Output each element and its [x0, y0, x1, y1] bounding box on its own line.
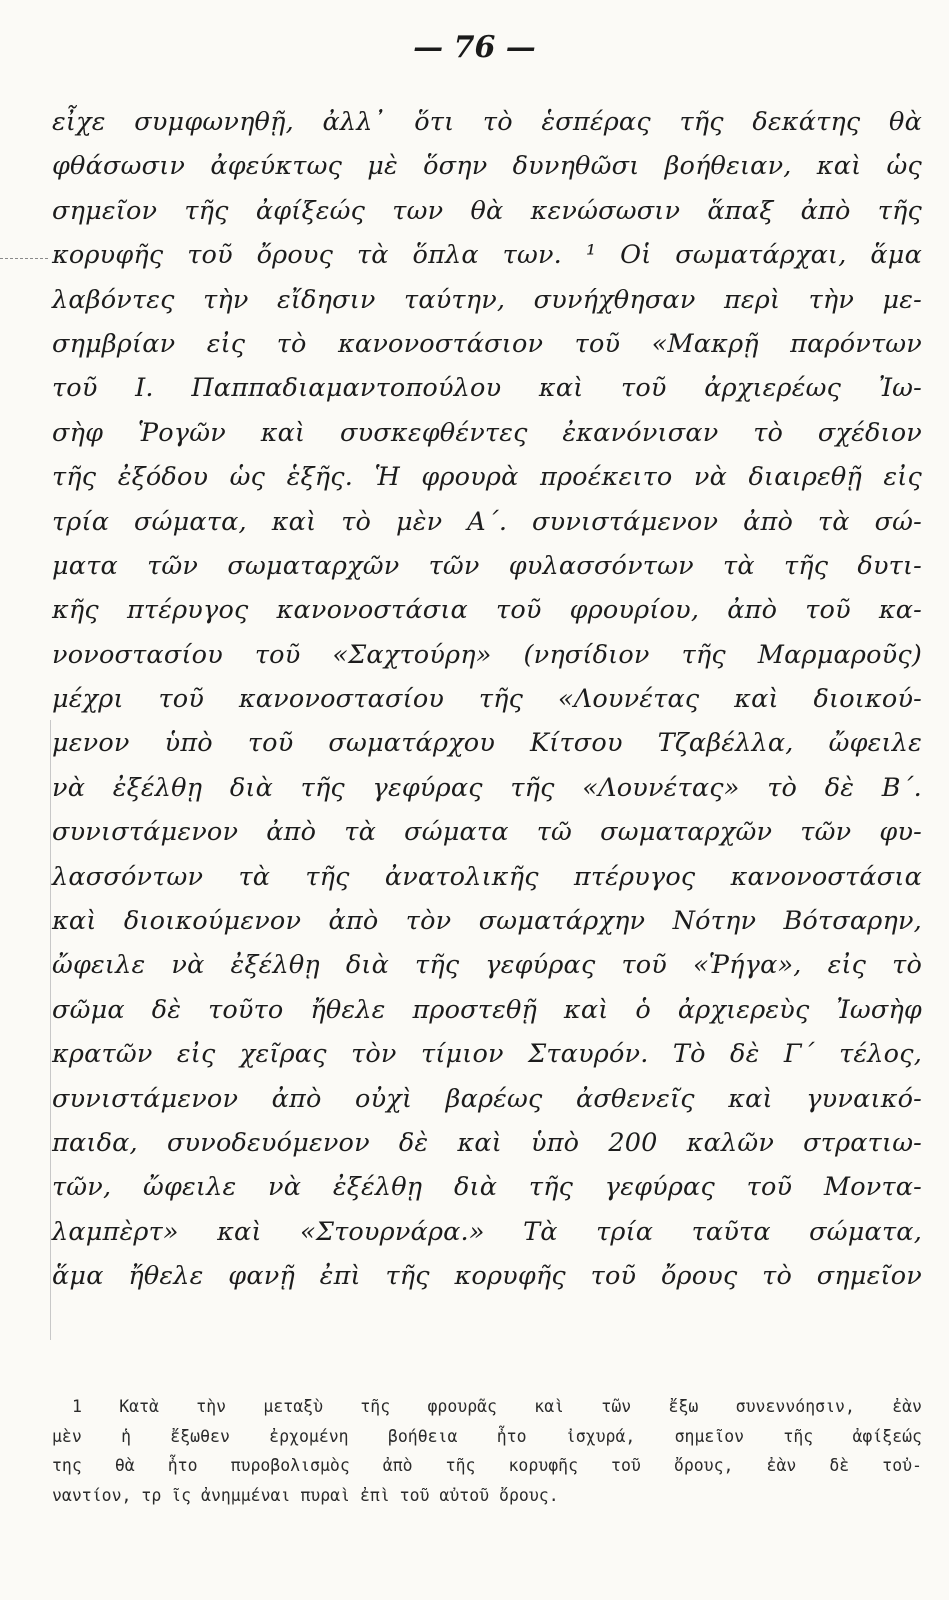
body-line: τῶν, ὤφειλε νὰ ἐξέλθῃ διὰ τῆς γεφύρας τοῦ Μοντα-	[52, 1172, 922, 1203]
body-line: ἅμα ἤθελε φανῇ ἐπὶ τῆς κορυφῆς τοῦ ὄρους τὸ σημεῖον	[52, 1261, 922, 1292]
body-line: τῆς ἐξόδου ὡς ἑξῆς. Ἡ φρουρὰ προέκειτο νὰ διαιρεθῇ εἰς	[52, 462, 922, 493]
page-number: — 76 —	[413, 30, 536, 65]
body-line: κορυφῆς τοῦ ὄρους τὰ ὅπλα των. ¹ Οἱ σωματάρχαι, ἅμα	[52, 240, 922, 271]
body-line: μενον ὑπὸ τοῦ σωματάρχου Κίτσου Τζαβέλλα, ὤφειλε	[52, 728, 922, 759]
body-line: ὤφειλε νὰ ἐξέλθῃ διὰ τῆς γεφύρας τοῦ «Ῥήγα», εἰς τὸ	[52, 950, 922, 981]
body-line: ματα τῶν σωματαρχῶν τῶν φυλασσόντων τὰ τῆς δυτι-	[52, 550, 922, 581]
margin-line	[50, 720, 51, 1340]
footnote-line: 1 Κατὰ τὴν μεταξὺ τῆς φρουρᾶς καὶ τῶν ἔξω συνεννόησιν, ἐὰν	[72, 1397, 922, 1416]
body-line: καὶ διοικούμενον ἀπὸ τὸν σωματάρχην Νότην Βότσαρην,	[52, 906, 922, 937]
footnote-line: της θὰ ἦτο πυροβολισμὸς ἀπὸ τῆς κορυφῆς τοῦ ὄρους, ἐὰν δὲ τοὐ-	[52, 1456, 922, 1475]
body-line: τοῦ Ι. Παππαδιαμαντοπούλου καὶ τοῦ ἀρχιερέως Ἰω-	[52, 373, 922, 404]
body-line: κῆς πτέρυγος κανονοστάσια τοῦ φρουρίου, ἀπὸ τοῦ κα-	[52, 595, 922, 626]
footnote-line: ναντίον, τρ ῖς ἀνημμέναι πυραὶ ἐπὶ τοῦ αὐτοῦ ὄρους.	[52, 1485, 559, 1505]
body-line: σὴφ Ῥογῶν καὶ συσκεφθέντες ἐκανόνισαν τὸ σχέδιον	[52, 417, 922, 448]
body-line: λασσόντων τὰ τῆς ἀνατολικῆς πτέρυγος κανονοστάσια	[52, 861, 922, 892]
body-line: νὰ ἐξέλθῃ διὰ τῆς γεφύρας τῆς «Λουνέτας» τὸ δὲ Β΄.	[52, 772, 922, 803]
footnote-line: μὲν ἡ ἔξωθεν ἐρχομένη βοήθεια ἦτο ἰσχυρά, σημεῖον τῆς ἀφίξεώς	[52, 1426, 922, 1446]
body-line: κρατῶν εἰς χεῖρας τὸν τίμιον Σταυρόν. Τὸ δὲ Γ΄ τέλος,	[52, 1039, 922, 1070]
body-line: συνιστάμενον ἀπὸ τὰ σώματα τῶ σωματαρχῶν τῶν φυ-	[52, 817, 922, 848]
body-line: φθάσωσιν ἀφεύκτως μὲ ὅσην δυνηθῶσι βοήθειαν, καὶ ὡς	[52, 151, 922, 182]
body-line: τρία σώματα, καὶ τὸ μὲν Α΄. συνιστάμενον ἀπὸ τὰ σώ-	[52, 506, 922, 537]
body-text	[52, 100, 922, 1299]
body-line: σῶμα δὲ τοῦτο ἤθελε προστεθῇ καὶ ὁ ἀρχιερεὺς Ἰωσὴφ	[52, 994, 922, 1025]
body-line: νονοστασίου τοῦ «Σαχτούρη» (νησίδιον τῆς Μαρμαροῦς)	[52, 639, 922, 670]
body-line: λαμπὲρτ» καὶ «Στουρνάρα.» Τὰ τρία ταῦτα σώματα,	[52, 1216, 922, 1247]
body-line: σημεῖον τῆς ἀφίξεώς των θὰ κενώσωσιν ἅπαξ ἀπὸ τῆς	[52, 195, 922, 226]
body-line: εἶχε συμφωνηθῇ, ἀλλ᾽ ὅτι τὸ ἑσπέρας τῆς δεκάτης θὰ	[52, 107, 922, 137]
body-line: σημβρίαν εἰς τὸ κανονοστάσιον τοῦ «Μακρῇ παρόντων	[52, 328, 922, 359]
body-line: λαβόντες τὴν εἴδησιν ταύτην, συνήχθησαν περὶ τὴν με-	[52, 284, 922, 315]
margin-pencil-mark	[0, 258, 48, 260]
footnote-block	[52, 1392, 922, 1510]
body-line: μέχρι τοῦ κανονοστασίου τῆς «Λουνέτας καὶ διοικού-	[52, 684, 922, 715]
body-line: συνιστάμενον ἀπὸ οὐχὶ βαρέως ἀσθενεῖς καὶ γυναικό-	[52, 1083, 922, 1114]
body-line: παιδα, συνοδευόμενον δὲ καὶ ὑπὸ 200 καλῶν στρατιω-	[52, 1127, 922, 1158]
